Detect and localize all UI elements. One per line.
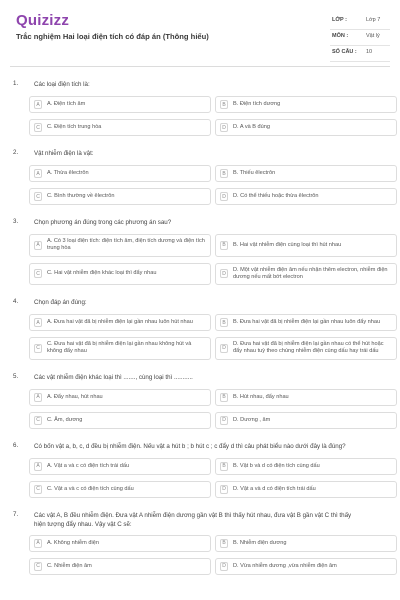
answer-option-c[interactable]: [29, 188, 211, 205]
option-letter-box: A: [34, 539, 42, 548]
option-text: B. Đưa hai vật đã bị nhiễm điện lại gần nhau luôn đẩy nhau: [233, 319, 381, 326]
option-text: C. Đưa hai vật đã bị nhiễm điện lại gần nhau không hút và không đẩy nhau: [47, 341, 192, 355]
option-letter-box: A: [34, 318, 42, 327]
header-divider: [10, 66, 390, 67]
question-text: Vật nhiễm điện là vật:: [34, 150, 94, 157]
option-letter-box: C: [34, 123, 42, 132]
worksheet-header: [0, 0, 400, 66]
question-text: Các vật nhiễm điện khác loại thì ......., cùng loại thì ...........: [34, 373, 193, 381]
answer-options: [29, 96, 390, 136]
answer-option-c[interactable]: [29, 263, 211, 286]
option-letter-box: A: [34, 462, 42, 471]
option-text: B. Điện tích dương: [233, 100, 281, 107]
option-letter-box: D: [220, 344, 228, 353]
answer-options: [29, 314, 390, 360]
question-6: [0, 440, 400, 498]
option-letter-box: A: [34, 393, 42, 402]
answer-option-a[interactable]: [29, 234, 211, 257]
option-text: A. Không nhiễm điện: [47, 539, 99, 546]
question-header: [0, 509, 390, 529]
option-letter-box: B: [220, 539, 228, 548]
option-text: B. Hai vật nhiễm điện cùng loại thì hút nhau: [233, 241, 342, 248]
answer-option-b[interactable]: [215, 458, 397, 475]
option-letter-box: B: [220, 462, 228, 471]
option-text: C. Bình thường về êlectrôn: [47, 192, 115, 199]
option-text: A. Thừa êlectrôn: [47, 169, 89, 176]
answer-option-b[interactable]: [215, 234, 397, 257]
answer-option-c[interactable]: [29, 412, 211, 429]
answer-option-d[interactable]: [215, 558, 397, 575]
question-7: [0, 509, 400, 575]
question-text: Chọn phương án đúng trong các phương án sau?: [34, 219, 172, 226]
question-1: [0, 78, 400, 136]
option-text: C. Vật a và c có điện tích cùng dấu: [47, 485, 134, 492]
answer-option-a[interactable]: [29, 314, 211, 331]
option-text: C. Âm, dương: [47, 416, 83, 423]
quiz-title: Trắc nghiệm Hai loại điện tích có đáp án (Thông hiểu): [16, 32, 209, 41]
meta-subject: [330, 30, 390, 46]
meta-value: Lớp 7: [366, 17, 381, 23]
option-text: A. Vật a và c có điện tích trái dấu: [47, 462, 130, 469]
option-text: B. Nhiễm điện dương: [233, 539, 287, 546]
answer-option-a[interactable]: [29, 535, 211, 552]
option-text: D. Vừa nhiễm dương ,vừa nhiễm điện âm: [233, 562, 337, 569]
question-number: 2.: [13, 149, 19, 156]
question-header: [0, 216, 390, 228]
option-letter-box: B: [220, 100, 228, 109]
option-letter-box: D: [220, 269, 228, 278]
option-letter-box: B: [220, 318, 228, 327]
answer-option-b[interactable]: [215, 165, 397, 182]
option-letter-box: B: [220, 241, 228, 250]
answer-option-b[interactable]: [215, 314, 397, 331]
option-letter-box: D: [220, 192, 228, 201]
option-text: D. Có thể thiếu hoặc thừa êlectrôn: [233, 192, 319, 199]
option-text: B. Vật b và d có điện tích cùng dấu: [233, 462, 320, 469]
answer-option-c[interactable]: [29, 337, 211, 360]
question-list: [0, 78, 400, 586]
option-text: D. Dương , âm: [233, 416, 271, 423]
answer-option-c[interactable]: [29, 558, 211, 575]
question-2: [0, 147, 400, 205]
option-letter-box: C: [34, 485, 42, 494]
question-number: 7.: [13, 510, 19, 518]
answer-options: [29, 458, 390, 498]
answer-options: [29, 234, 390, 285]
question-text: Chọn đáp án đúng:: [34, 299, 87, 307]
option-letter-box: D: [220, 123, 228, 132]
question-header: [0, 296, 390, 308]
option-text: C. Nhiễm điện âm: [47, 562, 92, 569]
answer-option-c[interactable]: [29, 481, 211, 498]
option-letter-box: C: [34, 269, 42, 278]
question-text: Các vật A, B đều nhiễm điện. Đưa vật A nhiễm điện dương gần vật B thì thấy hút nhau, đưa vật B gần vật C thì thấy hiện tượng đẩy nhau. Vậy vật C sẽ:: [34, 511, 352, 528]
option-letter-box: D: [220, 485, 228, 494]
option-text: A. Đưa hai vật đã bị nhiễm điện lại gần nhau luôn hút nhau: [47, 319, 193, 326]
question-text: Các loại điện tích là:: [34, 81, 90, 88]
answer-option-b[interactable]: [215, 535, 397, 552]
option-letter-box: B: [220, 169, 228, 178]
option-text: C. Hai vật nhiễm điện khác loại thì đẩy nhau: [47, 270, 157, 277]
question-header: [0, 371, 390, 383]
meta-label: SỐ CÂU :: [332, 49, 357, 55]
answer-option-d[interactable]: [215, 188, 397, 205]
question-5: [0, 371, 400, 429]
answer-option-a[interactable]: [29, 165, 211, 182]
answer-option-a[interactable]: [29, 96, 211, 113]
option-text: D. Vật a và d có điện tích trái dấu: [233, 485, 316, 492]
answer-options: [29, 535, 390, 575]
answer-option-c[interactable]: [29, 119, 211, 136]
option-text: B. Thiếu êlectrôn: [233, 169, 276, 176]
option-letter-box: D: [220, 562, 228, 571]
question-number: 3.: [13, 218, 19, 225]
option-letter-box: A: [34, 241, 42, 250]
option-letter-box: C: [34, 192, 42, 201]
meta-label: MÔN :: [332, 33, 349, 39]
option-text: D. Đưa hai vật đã bị nhiễm điện lại gần nhau có thể hút hoặc đẩy nhau tuỳ theo chúng nhiễm điện cùng dấu hay trái dấu: [233, 341, 384, 355]
question-4: [0, 296, 400, 360]
option-text: D. Một vật nhiễm điện âm nếu nhận thêm electron, nhiễm điện dương nếu mất bớt electron: [233, 266, 388, 280]
question-number: 1.: [13, 80, 19, 87]
meta-label: LỚP :: [332, 17, 347, 23]
meta-value: Vật lý: [366, 33, 380, 39]
option-text: A. Đẩy nhau, hút nhau: [47, 393, 103, 400]
meta-grade: [330, 14, 390, 30]
quizizz-logo: Quizizz: [16, 12, 70, 29]
answer-option-d[interactable]: [215, 412, 397, 429]
question-3: [0, 216, 400, 285]
option-letter-box: A: [34, 169, 42, 178]
question-header: [0, 78, 390, 90]
question-header: [0, 147, 390, 159]
question-number: 4.: [13, 298, 19, 306]
answer-option-b[interactable]: [215, 96, 397, 113]
option-text: D. A và B đúng: [233, 123, 271, 130]
answer-option-d[interactable]: [215, 337, 397, 360]
meta-question-count: [330, 46, 390, 62]
question-text: Có bốn vật a, b, c, d đều bị nhiễm điện. Nếu vật a hút b ; b hút c ; c đẩy d thì câu phát biểu nào dưới đây là đúng?: [34, 442, 346, 450]
question-number: 6.: [13, 441, 19, 449]
option-letter-box: C: [34, 344, 42, 353]
option-letter-box: C: [34, 416, 42, 425]
answer-options: [29, 165, 390, 205]
answer-option-a[interactable]: [29, 458, 211, 475]
meta-value: 10: [366, 49, 373, 55]
answer-option-d[interactable]: [215, 263, 397, 286]
option-text: C. Điện tích trung hòa: [47, 123, 102, 130]
quiz-meta: [330, 14, 390, 62]
option-text: A. Điện tích âm: [47, 100, 86, 107]
answer-option-d[interactable]: [215, 481, 397, 498]
answer-options: [29, 389, 390, 429]
answer-option-d[interactable]: [215, 119, 397, 136]
option-text: B. Hút nhau, đẩy nhau: [233, 393, 289, 400]
question-number: 5.: [13, 372, 19, 380]
question-header: [0, 440, 390, 452]
option-letter-box: A: [34, 100, 42, 109]
answer-option-b[interactable]: [215, 389, 397, 406]
option-letter-box: B: [220, 393, 228, 402]
answer-option-a[interactable]: [29, 389, 211, 406]
option-text: A. Có 3 loại điện tích: điện tích âm, điện tích dương và điện tích trung hòa: [47, 238, 205, 252]
option-letter-box: D: [220, 416, 228, 425]
option-letter-box: C: [34, 562, 42, 571]
